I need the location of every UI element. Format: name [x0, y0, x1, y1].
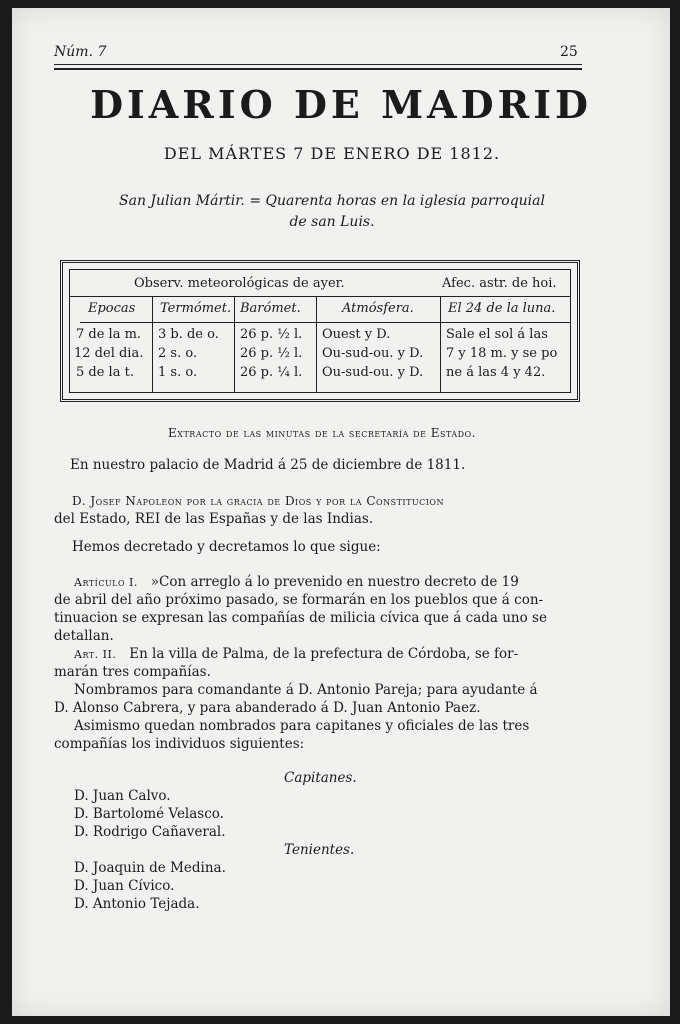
article-1-line-3: tinuacion se expresan las compañías de milicia cívica que á cada uno se	[54, 610, 547, 626]
article-1-line-1	[74, 573, 594, 592]
weather-table	[60, 260, 580, 402]
newspaper-page	[12, 8, 670, 1016]
header-rule-bottom	[54, 68, 582, 70]
astro-title: Afec. astr. de hoi.	[442, 276, 557, 291]
row-1-epoca: 7 de la m.	[76, 327, 142, 342]
lieutenant-2: D. Juan Cívico.	[74, 878, 175, 894]
appointment-line-2: D. Alonso Cabrera, y para abanderado á D. Juan Antonio Paez.	[54, 700, 481, 716]
lieutenants-heading: Tenientes.	[284, 842, 355, 858]
col-header-epocas: Epocas	[88, 301, 136, 316]
article-2-line-1	[74, 645, 594, 664]
article-1-text-1: »Con arreglo á lo prevenido en nuestro decreto de 19	[150, 574, 519, 590]
row-2-barometro: 26 p. ½ l.	[240, 346, 303, 361]
row-2-termometro: 2 s. o.	[158, 346, 198, 361]
captain-3: D. Rodrigo Cañaveral.	[74, 824, 226, 840]
captain-2: D. Bartolomé Velasco.	[74, 806, 224, 822]
article-2-line-2: marán tres compañías.	[54, 664, 211, 680]
officers-line-1: Asimismo quedan nombrados para capitanes y oficiales de las tres	[74, 718, 530, 734]
row-2-astro: 7 y 18 m. y se po	[446, 346, 558, 361]
saint-notice	[72, 191, 592, 233]
saint-line-1: San Julian Mártir. = Quarenta horas en la iglesia parroquial	[119, 193, 545, 209]
row-3-barometro: 26 p. ¼ l.	[240, 365, 303, 380]
section-title: Extracto de las minutas de la secretaría de Estado.	[168, 426, 476, 440]
date-line: DEL MÁRTES 7 DE ENERO DE 1812.	[163, 144, 501, 163]
weather-table-inner	[69, 269, 571, 393]
col-header-termometro: Termómet.	[160, 301, 232, 316]
row-3-termometro: 1 s. o.	[158, 365, 198, 380]
article-2-text-1: En la villa de Palma, de la prefectura de Córdoba, se for-	[129, 646, 519, 662]
article-2-label: Art. II.	[74, 648, 117, 661]
appointment-line-1: Nombramos para comandante á D. Antonio Pareja; para ayudante á	[74, 682, 538, 698]
row-1-atmosfera: Ouest y D.	[322, 327, 391, 342]
header-rule-top	[54, 64, 582, 65]
masthead-title: DIARIO DE MADRID	[90, 82, 592, 127]
row-1-termometro: 3 b. de o.	[158, 327, 219, 342]
captain-1: D. Juan Calvo.	[74, 788, 171, 804]
officers-line-2: compañías los individuos siguientes:	[54, 736, 305, 752]
lieutenant-1: D. Joaquin de Medina.	[74, 860, 226, 876]
captains-heading: Capitanes.	[284, 770, 357, 786]
col-header-barometro: Barómet.	[240, 301, 301, 316]
row-1-astro: Sale el sol á las	[446, 327, 548, 342]
col-header-atmosfera: Atmósfera.	[342, 301, 414, 316]
king-title-line-1	[72, 492, 612, 510]
row-2-atmosfera: Ou-sud-ou. y D.	[322, 346, 424, 361]
col-header-luna: El 24 de la luna.	[448, 301, 556, 316]
row-3-epoca: 5 de la t.	[76, 365, 134, 380]
row-3-atmosfera: Ou-sud-ou. y D.	[322, 365, 424, 380]
article-1-line-2: de abril del año próximo pasado, se formarán en los pueblos que á con-	[54, 592, 544, 608]
king-title-line-2: del Estado, REI de las Españas y de las Indias.	[54, 511, 374, 527]
decree-line: Hemos decretado y decretamos lo que sigue:	[72, 539, 381, 555]
place-date: En nuestro palacio de Madrid á 25 de diciembre de 1811.	[70, 457, 466, 473]
issue-number: Núm. 7	[54, 44, 107, 60]
row-2-epoca: 12 del dia.	[74, 346, 144, 361]
weather-title: Observ. meteorológicas de ayer.	[134, 276, 345, 291]
article-1-line-4: detallan.	[54, 628, 114, 644]
lieutenant-3: D. Antonio Tejada.	[74, 896, 200, 912]
row-3-astro: ne á las 4 y 42.	[446, 365, 546, 380]
page-number: 25	[560, 44, 578, 60]
row-1-barometro: 26 p. ½ l.	[240, 327, 303, 342]
article-1-label: Artículo I.	[74, 576, 138, 589]
king-title-caps: D. Josef Napoleon por la gracia de Dios y por la Constitucion	[72, 494, 444, 508]
saint-line-2: de san Luis.	[289, 214, 375, 230]
